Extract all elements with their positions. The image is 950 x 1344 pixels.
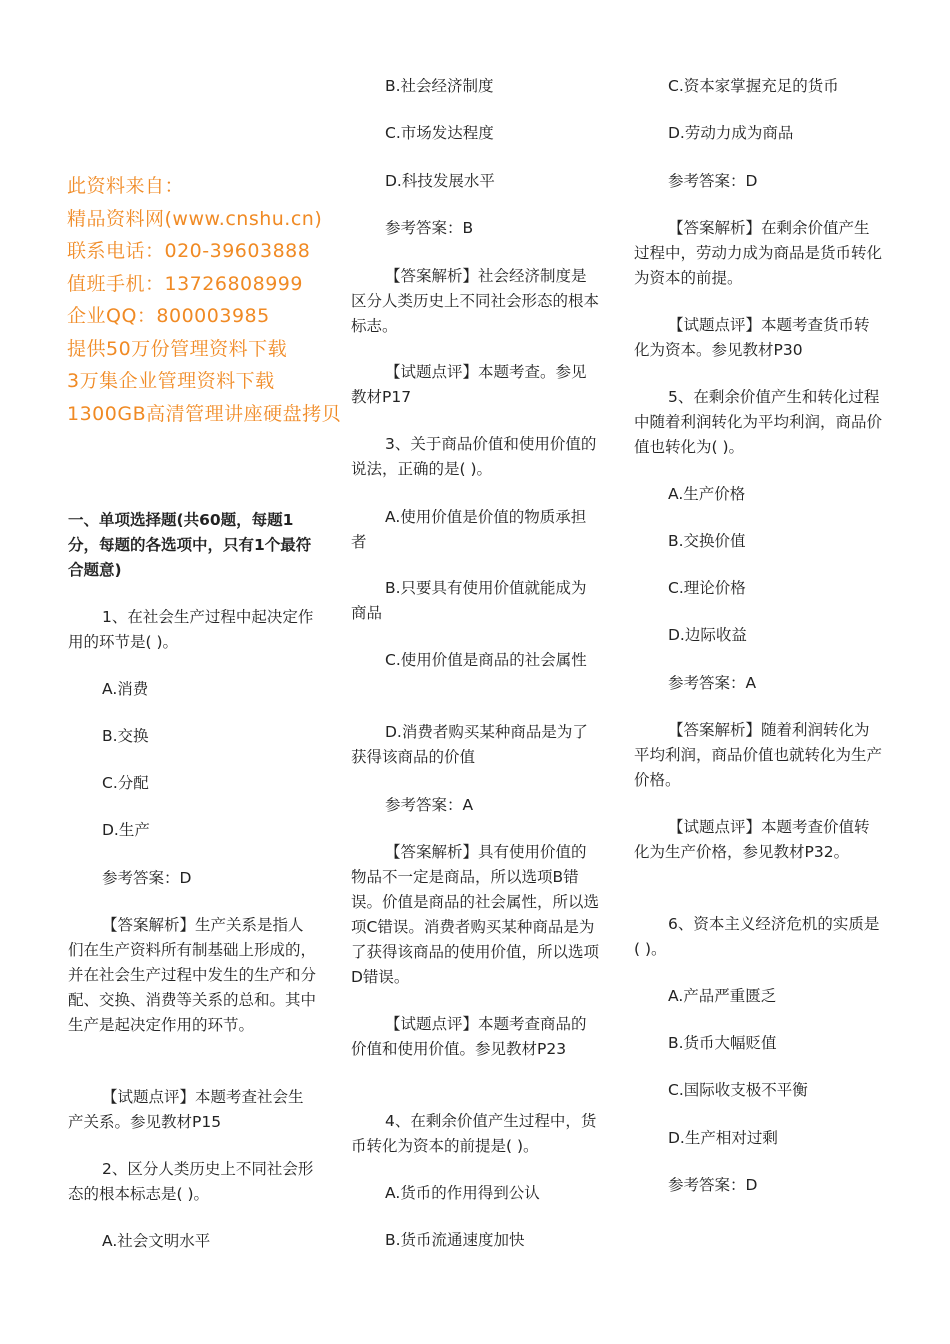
option-a: A.社会文明水平 [102,1232,211,1250]
option-b: B.货币大幅贬值 [668,1034,777,1052]
promo-line: 提供50万份管理资料下载 [67,337,288,360]
option-d: D.生产相对过剩 [668,1129,778,1147]
promo-line: 此资料来自： [67,175,185,197]
answer-analysis: 【答案解析】随着利润转化为平均利润，商品价值也就转化为生产价格。 [634,721,883,789]
option-d: D.消费者购买某种商品是为了获得该商品的价值 [351,723,588,766]
question-stem: 6、资本主义经济危机的实质是( )。 [634,915,880,958]
option-c: C.理论价格 [668,579,746,597]
option-a: A.使用价值是价值的物质承担者 [351,508,587,551]
promo-line: 精品资料网(www.cnshu.cn) [67,207,323,230]
reference-answer: 参考答案：A [385,796,474,814]
question-comment: 【试题点评】本题考查社会生产关系。参见教材P15 [68,1088,304,1131]
option-b: B.只要具有使用价值就能成为商品 [351,579,587,622]
option-b: B.交换价值 [668,532,746,550]
question-stem: 5、在剩余价值产生和转化过程中随着利润转化为平均利润，商品价值也转化为( )。 [634,388,883,456]
option-b: B.交换 [102,727,149,745]
promo-line: 3万集企业管理资料下载 [67,370,275,392]
question-comment: 【试题点评】本题考查。参见教材P17 [351,363,587,406]
option-c: C.市场发达程度 [385,124,494,142]
option-c: C.分配 [102,774,149,792]
answer-analysis: 【答案解析】具有使用价值的物品不一定是商品，所以选项B错误。价值是商品的社会属性，所以选项C错误。消费者购买某种商品是为了获得该商品的使用价值，所以选项D错误。 [351,843,600,986]
promo-block [67,170,387,430]
reference-answer: 参考答案：B [385,219,474,237]
question-stem: 1、在社会生产过程中起决定作用的环节是( )。 [68,608,314,651]
reference-answer: 参考答案：D [668,172,758,190]
reference-answer: 参考答案：D [102,869,192,887]
reference-answer: 参考答案：A [668,674,757,692]
option-c: C.国际收支极不平衡 [668,1081,808,1099]
answer-analysis: 【答案解析】生产关系是指人们在生产资料所有制基础上形成的，并在社会生产过程中发生的生产和分配、交换、消费等关系的总和。其中生产是起决定作用的环节。 [68,916,317,1034]
promo-line: 值班手机：13726808999 [67,272,303,295]
promo-line: 1300GB高清管理讲座硬盘拷贝 [67,402,342,425]
option-a: A.生产价格 [668,485,746,503]
option-d: D.劳动力成为商品 [668,124,794,142]
promo-line: 企业QQ：800003985 [67,305,270,327]
option-c: C.使用价值是商品的社会属性 [385,651,587,669]
promo-line: 联系电话：020-39603888 [67,240,311,262]
answer-analysis: 【答案解析】社会经济制度是区分人类历史上不同社会形态的根本标志。 [351,267,600,335]
question-comment: 【试题点评】本题考查价值转化为生产价格，参见教材P32。 [634,818,870,861]
answer-analysis: 【答案解析】在剩余价值产生过程中，劳动力成为商品是货币转化为资本的前提。 [634,219,883,287]
question-stem: 4、在剩余价值产生过程中，货币转化为资本的前提是( )。 [351,1112,597,1155]
question-stem: 3、关于商品价值和使用价值的说法，正确的是( )。 [351,435,597,478]
option-a: A.产品严重匮乏 [668,987,777,1005]
option-a: A.货币的作用得到公认 [385,1184,540,1202]
option-d: D.边际收益 [668,626,747,644]
question-comment: 【试题点评】本题考查商品的价值和使用价值。参见教材P23 [351,1015,587,1058]
option-b: B.社会经济制度 [385,77,494,95]
question-comment: 【试题点评】本题考查货币转化为资本。参见教材P30 [634,316,870,359]
option-a: A.消费 [102,680,149,698]
option-b: B.货币流通速度加快 [385,1231,525,1249]
reference-answer: 参考答案：D [668,1176,758,1194]
question-stem: 2、区分人类历史上不同社会形态的根本标志是( )。 [68,1160,314,1203]
option-d: D.科技发展水平 [385,172,495,190]
option-d: D.生产 [102,821,150,839]
section-title: 一、单项选择题(共60题，每题1分，每题的各选项中，只有1个最符合题意) [68,511,312,579]
option-c: C.资本家掌握充足的货币 [668,77,839,95]
